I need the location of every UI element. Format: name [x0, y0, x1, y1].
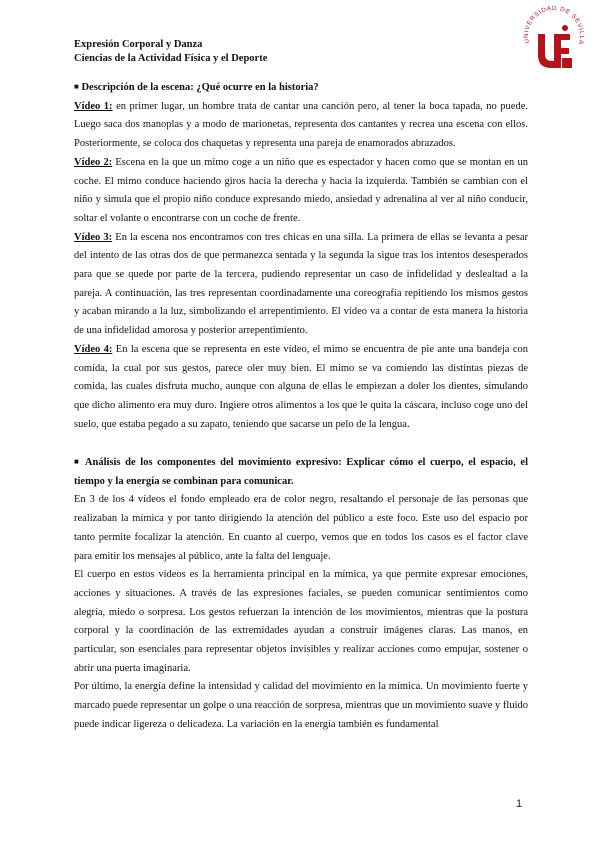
- logo-emblem: [538, 25, 572, 68]
- video-description: en primer lugar, un hombre trata de cantar una canción pero, al tener la boca tapada, no puede. Luego saca dos manoplas y a modo de marionetas, representa dos cantantes y recrea una escena con ellos. Posteriormente, se coloca dos chaquetas y representa una pareja de enamorados abrazados.: [74, 100, 529, 150]
- course-title: Expresión Corporal y Danza: [74, 39, 203, 50]
- video-description: Escena en la que un mimo coge a un niño que es espectador y hacen como que se montan en un coche. El mimo conduce haciendo giros hacia la derecha y hacia la izquierda. También se cambian con el niño y simula que el propio niño conduce expresando miedo, ansiedad y adrenalina al ver al niño conducir, soltar el volante o encontrarse con un coche de frente.: [74, 156, 529, 224]
- document-header: [74, 38, 494, 66]
- analysis-paragraph: En 3 de los 4 vídeos el fondo empleado era de color negro, resaltando el personaje de las personas que realizaban la mímica y por tanto dirigiendo la atención del público a este foco. Este uso del espacio por tanto permite focalizar la atención. En cuanto al cuerpo, vemos que en todos los casos es el factor clave para emitir los mensajes al público, ante la falta del lenguaje.: [74, 494, 528, 562]
- video-paragraph: [74, 154, 528, 229]
- video-paragraph: [74, 341, 528, 435]
- section-heading-text: Descripción de la escena: ¿Qué ocurre en la historia?: [81, 82, 319, 93]
- logo-ring-text: UNIVERSIDAD DE SEVILLA: [522, 6, 586, 46]
- video-paragraph: [74, 229, 528, 341]
- video-label: Vídeo 1:: [74, 100, 113, 112]
- video-description: En la escena nos encontramos con tres chicas en una silla. La primera de ellas se levanta a pesar del intento de las otras dos de que permanezca sentada y la segunda la sigue tras los intentos desesperados para que se quede por parte de la tercera, pudiendo representar un caso de infidelidad y deslealtad a la pareja. A continuación, las tres representan coordinadamente una coreografía repitiendo los mismos gestos y acaban mirando a la luz, simbolizando el arrepentimiento. El vídeo va a contar de esta manera la historia de una infidelidad amorosa y posterior arrepentimiento.: [74, 231, 528, 337]
- section-heading-description: [74, 78, 528, 98]
- video-label: Vídeo 3:: [74, 231, 113, 243]
- video-paragraph: [74, 98, 528, 154]
- section-spacer: [74, 434, 528, 453]
- bullet-icon: ■: [74, 82, 79, 91]
- page-number: 1: [516, 798, 523, 810]
- section-heading-analysis: [74, 453, 528, 491]
- video-description: En la escena que se representa en este vídeo, el mimo se encuentra de pie ante una bandeja con comida, la cual por sus gestos, parece oler muy bien. El mimo se va comiendo las distintas piezas de comida, las cuales disfruta mucho, aunque con alguna de ellas le empiezan a doler los dientes, simulando que dicho alimento era muy duro. Ingiere otros alimentos a los que le quita la cáscara, incluso coge uno del suelo, que estaba pegado a su zapato, teniendo que sacarse un pelo de la lengua.: [74, 343, 529, 430]
- video-label: Vídeo 4:: [74, 343, 113, 355]
- section-heading-text: Análisis de los componentes del movimiento expresivo: Explicar cómo el cuerpo, el espacio, el tiempo y la energía se combinan para comunicar.: [74, 457, 528, 487]
- bullet-icon: ■: [74, 457, 81, 467]
- university-logo: [518, 6, 590, 78]
- analysis-paragraph: El cuerpo en estos vídeos es la herramienta principal en la mímica, ya que permite expresar emociones, acciones y situaciones. A través de las expresiones faciales, se pueden comunicar sentimientos como alegría, miedo o sorpresa. Los gestos refuerzan la intención de los movimientos, mientras que la postura corporal y la coordinación de las extremidades ayudan a construir imágenes claras. Las manos, en particular, son esenciales para representar objetos invisibles y realizar acciones como empujar, sostener o abrir una puerta imaginaria.: [74, 569, 528, 674]
- document-body: [74, 78, 528, 735]
- analysis-paragraph: Por último, la energía define la intensidad y calidad del movimiento en la mímica. Un movimiento fuerte y marcado puede representar un golpe o una reacción de sorpresa, mientras que un movimiento suave y fluido puede indicar ligereza o delicadeza. La variación en la energía también es fundamental: [74, 681, 528, 730]
- degree-title: Ciencias de la Actividad Física y el Deporte: [74, 53, 268, 64]
- video-label: Vídeo 2:: [74, 156, 113, 168]
